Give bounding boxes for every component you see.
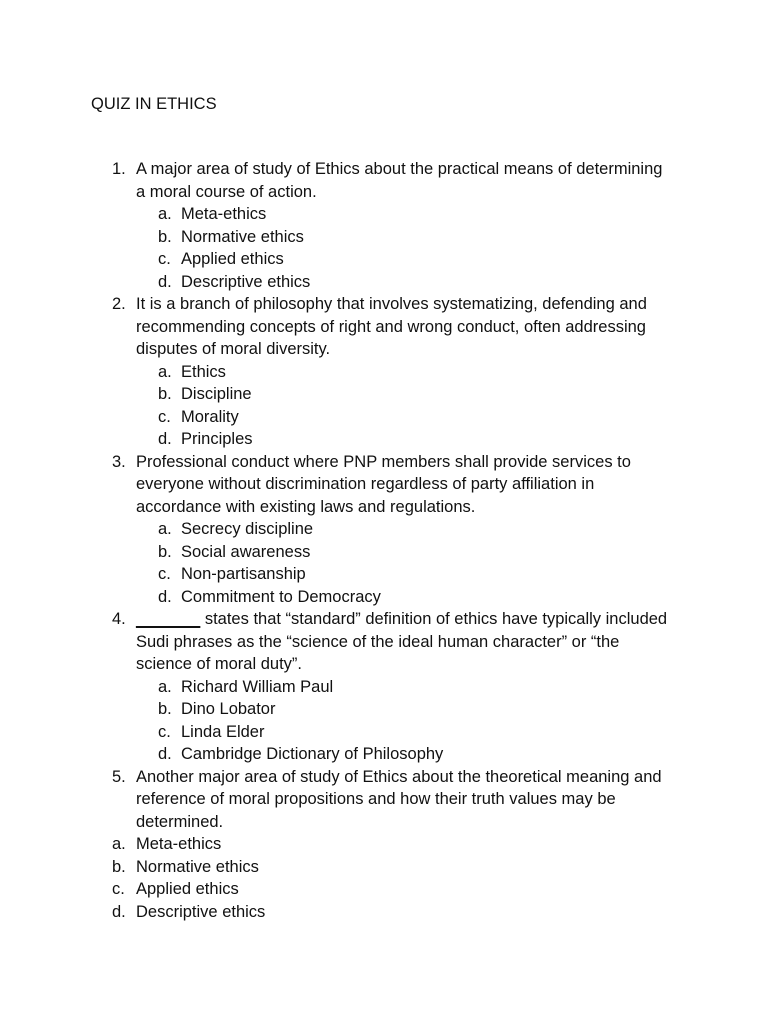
option-c: [0, 248, 768, 271]
option-a: [0, 518, 768, 541]
option-c: [0, 721, 768, 744]
option-b: [0, 698, 768, 721]
option-b: [0, 541, 768, 564]
option-text: Normative ethics: [136, 857, 259, 876]
option-text: Richard William Paul: [181, 677, 334, 696]
option-letter: d.: [158, 745, 172, 763]
option-letter: b.: [112, 857, 126, 876]
option-text: Non-partisanship: [181, 565, 306, 583]
option-letter: b.: [158, 227, 172, 246]
question-2: [0, 293, 768, 451]
question-number: 5.: [112, 767, 126, 786]
question-text: A major area of study of Ethics about the practical means of determining a moral course of action.: [136, 160, 663, 201]
option-text: Applied ethics: [136, 880, 239, 898]
option-text: Ethics: [181, 362, 226, 381]
option-a: [0, 361, 768, 384]
option-text: Principles: [181, 430, 253, 448]
option-letter: d.: [158, 587, 172, 606]
option-b: [0, 226, 768, 249]
option-letter: d.: [158, 430, 172, 448]
option-text: Meta-ethics: [136, 835, 222, 853]
question-text: Another major area of study of Ethics about the theoretical meaning and reference of moral propositions and how their truth values may be determined.: [136, 767, 662, 831]
option-letter: d.: [112, 902, 126, 921]
question-text: It is a branch of philosophy that involves systematizing, defending and recommending concepts of right and wrong conduct, often addressing disputes of moral diversity.: [136, 295, 647, 358]
option-text: Secrecy discipline: [181, 520, 314, 538]
option-text: Cambridge Dictionary of Philosophy: [181, 745, 444, 763]
question-text: [136, 608, 671, 676]
option-letter: a.: [112, 835, 126, 853]
option-b: [0, 383, 768, 406]
option-a: [0, 676, 768, 699]
question-text: Professional conduct where PNP members shall provide services to everyone without discrimination regardless of party affiliation in accordance with existing laws and regulations.: [136, 452, 631, 516]
option-text: Dino Lobator: [181, 700, 276, 718]
option-text: Descriptive ethics: [136, 902, 266, 921]
option-letter: c.: [112, 880, 125, 898]
option-text: Normative ethics: [181, 227, 304, 246]
question-number: 1.: [112, 160, 126, 178]
option-c: [0, 878, 768, 901]
question-1: [0, 158, 768, 293]
option-text: Discipline: [181, 385, 252, 403]
option-d: [0, 271, 768, 294]
option-letter: c.: [158, 565, 171, 583]
option-letter: b.: [158, 542, 172, 561]
option-letter: a.: [158, 677, 172, 696]
question-number: 3.: [112, 452, 126, 471]
option-text: Commitment to Democracy: [181, 587, 381, 606]
option-text: Social awareness: [181, 542, 311, 561]
option-text: Descriptive ethics: [181, 272, 311, 291]
option-letter: a.: [158, 205, 172, 223]
question-5: [0, 766, 768, 924]
option-d: [0, 743, 768, 766]
question-number: 4.: [112, 610, 126, 628]
option-text: Meta-ethics: [181, 205, 267, 223]
option-text: Morality: [181, 407, 239, 426]
question-text-body: states that “standard” definition of ethics have typically included Sudi phrases as the “science of the ideal human character” or “the science of moral duty”.: [136, 610, 668, 673]
option-letter: c.: [158, 722, 171, 741]
option-text: Linda Elder: [181, 722, 265, 741]
option-letter: d.: [158, 272, 172, 291]
option-letter: a.: [158, 520, 172, 538]
option-b: [0, 856, 768, 879]
question-4: [0, 608, 768, 766]
page-title: QUIZ IN ETHICS: [91, 95, 217, 113]
option-letter: c.: [158, 407, 171, 426]
option-d: [0, 901, 768, 924]
option-a: [0, 833, 768, 856]
question-list: [0, 158, 768, 923]
option-letter: c.: [158, 250, 171, 268]
question-3: [0, 451, 768, 609]
option-d: [0, 586, 768, 609]
fill-in-blank: _______: [136, 610, 201, 628]
option-letter: b.: [158, 700, 172, 718]
option-c: [0, 563, 768, 586]
option-d: [0, 428, 768, 451]
option-c: [0, 406, 768, 429]
question-number: 2.: [112, 295, 126, 313]
option-text: Applied ethics: [181, 250, 284, 268]
option-letter: b.: [158, 385, 172, 403]
option-a: [0, 203, 768, 226]
option-letter: a.: [158, 362, 172, 381]
